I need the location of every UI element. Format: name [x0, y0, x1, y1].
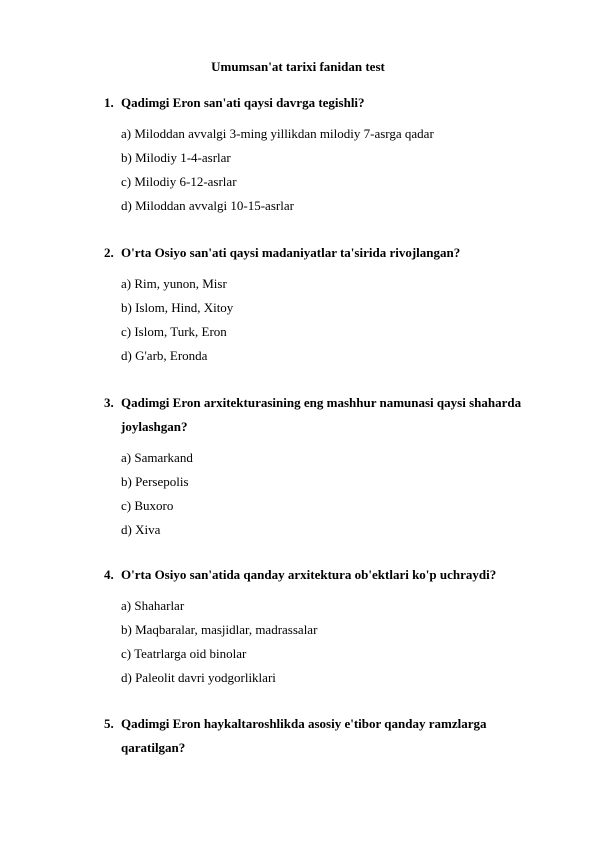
answer-option-c: c) Teatrlarga oid binolar — [121, 646, 247, 661]
question-4 — [104, 563, 534, 690]
question-number: 3. — [104, 395, 114, 410]
answer-options — [121, 594, 534, 690]
answer-option-c: c) Islom, Turk, Eron — [121, 324, 227, 339]
question-text: Qadimgi Eron haykaltaroshlikda asosiy e'tibor qanday ramzlarga qaratilgan? — [121, 716, 487, 755]
answer-option-c: c) Milodiy 6-12-asrlar — [121, 174, 237, 189]
answer-option-d: d) Paleolit davri yodgorliklari — [121, 670, 276, 685]
answer-options — [121, 272, 534, 368]
answer-option-c: c) Buxoro — [121, 498, 174, 513]
answer-options — [121, 122, 534, 218]
answer-option-a: a) Rim, yunon, Misr — [121, 276, 227, 291]
answer-option-b: b) Islom, Hind, Xitoy — [121, 300, 234, 315]
question-text: Qadimgi Eron arxitekturasining eng mashhur namunasi qaysi shaharda joylashgan? — [121, 395, 522, 434]
answer-option-a: a) Shaharlar — [121, 598, 185, 613]
question-5 — [104, 712, 524, 760]
question-text: O'rta Osiyo san'ati qaysi madaniyatlar ta'sirida rivojlangan? — [121, 245, 461, 260]
question-3 — [104, 391, 534, 542]
document-title: Umumsan'at tarixi fanidan test — [211, 59, 385, 74]
question-text: O'rta Osiyo san'atida qanday arxitektura ob'ektlari ko'p uchraydi? — [121, 567, 497, 582]
answer-option-b: b) Milodiy 1-4-asrlar — [121, 150, 231, 165]
answer-option-d: d) Xiva — [121, 522, 161, 537]
question-1 — [104, 91, 534, 218]
question-number: 2. — [104, 245, 114, 260]
question-number: 5. — [104, 716, 114, 731]
answer-option-d: d) Miloddan avvalgi 10-15-asrlar — [121, 198, 294, 213]
answer-option-a: a) Miloddan avvalgi 3-ming yillikdan milodiy 7-asrga qadar — [121, 126, 434, 141]
answer-option-b: b) Maqbaralar, masjidlar, madrassalar — [121, 622, 318, 637]
answer-options — [121, 446, 534, 542]
question-2 — [104, 241, 534, 368]
answer-option-a: a) Samarkand — [121, 450, 193, 465]
question-number: 4. — [104, 567, 114, 582]
answer-option-d: d) G'arb, Eronda — [121, 348, 208, 363]
question-number: 1. — [104, 95, 114, 110]
answer-option-b: b) Persepolis — [121, 474, 189, 489]
question-text: Qadimgi Eron san'ati qaysi davrga tegishli? — [121, 95, 365, 110]
